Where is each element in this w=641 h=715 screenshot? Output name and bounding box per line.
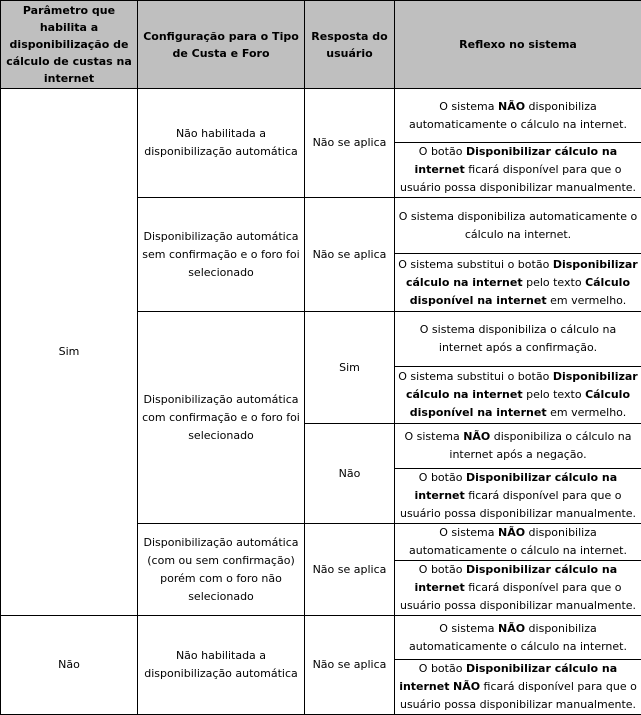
response-not-applicable: Não se aplica <box>305 616 395 715</box>
effect-cell: O sistema NÃO disponibiliza automaticamente o cálculo na internet. <box>395 524 641 561</box>
config-not-enabled: Não habilitada a disponibilização automática <box>138 89 305 198</box>
response-not-applicable: Não se aplica <box>305 198 395 312</box>
effect-cell: O botão Disponibilizar cálculo na internet ficará disponível para que o usuário possa disponibilizar manualmente. <box>395 469 641 524</box>
response-not-applicable: Não se aplica <box>305 89 395 198</box>
header-parameter: Parâmetro que habilita a disponibilização de cálculo de custas na internet <box>1 1 138 89</box>
response-not-applicable: Não se aplica <box>305 524 395 616</box>
effect-cell: O sistema disponibiliza automaticamente o cálculo na internet. <box>395 198 641 254</box>
header-configuration: Configuração para o Tipo de Custa e Foro <box>138 1 305 89</box>
config-not-enabled: Não habilitada a disponibilização automática <box>138 616 305 715</box>
header-user-response: Resposta do usuário <box>305 1 395 89</box>
effect-cell: O botão Disponibilizar cálculo na internet ficará disponível para que o usuário possa disponibilizar manualmente. <box>395 561 641 616</box>
table-row <box>1 89 641 143</box>
param-sim: Sim <box>1 89 138 616</box>
config-auto-no-confirm: Disponibilização automática sem confirmação e o foro foi selecionado <box>138 198 305 312</box>
effect-cell: O sistema substitui o botão Disponibilizar cálculo na internet pelo texto Cálculo disponível na internet em vermelho. <box>395 254 641 312</box>
response-yes: Sim <box>305 312 395 424</box>
config-auto-foro-not-selected: Disponibilização automática (com ou sem confirmação) porém com o foro não selecionado <box>138 524 305 616</box>
effect-cell: O sistema substitui o botão Disponibilizar cálculo na internet pelo texto Cálculo disponível na internet em vermelho. <box>395 367 641 424</box>
param-nao: Não <box>1 616 138 715</box>
effect-cell: O sistema NÃO disponibiliza o cálculo na internet após a negação. <box>395 424 641 469</box>
effect-cell: O sistema NÃO disponibiliza automaticamente o cálculo na internet. <box>395 89 641 143</box>
effect-cell: O botão Disponibilizar cálculo na internet ficará disponível para que o usuário possa disponibilizar manualmente. <box>395 143 641 198</box>
header-system-effect: Reflexo no sistema <box>395 1 641 89</box>
response-no: Não <box>305 424 395 524</box>
effect-cell: O sistema NÃO disponibiliza automaticamente o cálculo na internet. <box>395 616 641 660</box>
table-row <box>1 616 641 660</box>
effect-cell: O botão Disponibilizar cálculo na internet NÃO ficará disponível para que o usuário possa disponibilizar manualmente. <box>395 660 641 715</box>
header-row <box>1 1 641 89</box>
config-auto-with-confirm: Disponibilização automática com confirmação e o foro foi selecionado <box>138 312 305 524</box>
effect-cell: O sistema disponibiliza o cálculo na internet após a confirmação. <box>395 312 641 367</box>
